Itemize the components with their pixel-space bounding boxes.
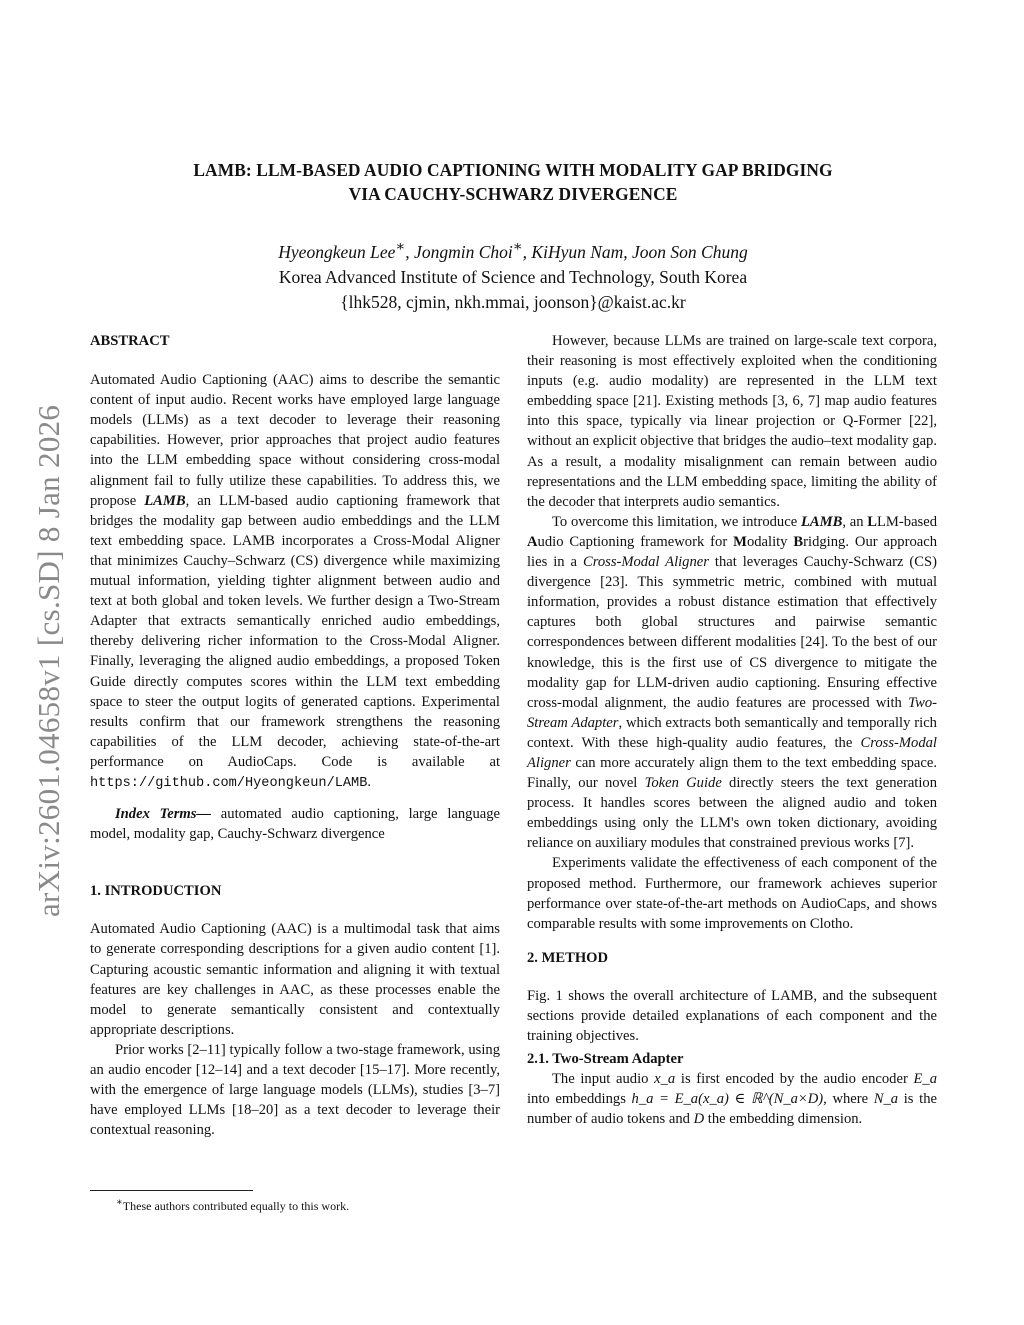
- index-terms-label: Index Terms—: [115, 806, 212, 823]
- term-token-guide: Token Guide: [644, 775, 722, 792]
- left-column: [90, 331, 500, 1140]
- paper-header: [90, 158, 936, 315]
- author-rest: KiHyun Nam, Joon Son Chung: [531, 241, 748, 262]
- math-D: D: [693, 1111, 705, 1128]
- footnote-mark: ∗: [116, 1197, 123, 1208]
- lamb-name: LAMB: [144, 492, 186, 509]
- intro-paragraph-1: Automated Audio Captioning (AAC) is a multimodal task that aims to generate corresponding descriptions for a given audio content [1]. Capturing acoustic semantic information and aligning it with textual features are key challenges in AAC, as these processes enable the model to generate semantically consistent and contextually appropriate descriptions.: [90, 921, 500, 1038]
- footnote-text: These authors contributed equally to this work.: [122, 1199, 350, 1213]
- title-line-2: VIA CAUCHY-SCHWARZ DIVERGENCE: [348, 184, 678, 204]
- author-2: Jongmin Choi: [414, 241, 513, 262]
- math-embedding-equation: h_a = E_a(x_a) ∈ ℝ^(N_a×D): [631, 1091, 824, 1108]
- abstract-text: Automated Audio Captioning (AAC) aims to describe the semantic content of input audio. Recent works have employed large language models (LLMs) as a text decoder to leverage their reasoning capabilities. However, prior approaches that project audio features into the LLM embedding space without considering cross-modal alignment fail to fully utilize these capabilities. To address this, we propose LAMB, an LLM-based audio captioning framework that bridges the modality gap between audio embeddings and the LLM text embedding space. LAMB incorporates a Cross-Modal Aligner that minimizes Cauchy–Schwarz (CS) divergence while maximizing mutual information, yielding tighter alignment between audio and text at both global and token levels. We further design a Two-Stream Adapter that extracts semantically enriched audio embeddings, thereby delivering richer information to the Cross-Modal Aligner. Finally, leveraging the aligned audio embeddings, a proposed Token Guide directly computes scores within the LLM text embedding space to steer the output logits of generated captions. Experimental results confirm that our framework strengthens the reasoning capabilities of the LLM decoder, achieving state-of-the-art performance on AudioCaps. Code is available at https://github.com/Hyeongkeun/LAMB.: [90, 372, 500, 791]
- term-two-stream-adapter: Two-Stream Adapter: [527, 694, 937, 731]
- author-block: [90, 235, 936, 315]
- abstract-heading: ABSTRACT: [90, 333, 170, 349]
- affiliation: Korea Advanced Institute of Science and Technology, South Korea: [278, 266, 748, 287]
- equal-contrib-mark: ∗: [512, 239, 523, 255]
- footnote-divider: [90, 1190, 253, 1191]
- method-heading: 2. METHOD: [527, 949, 609, 966]
- title-line-1: LAMB: LLM-BASED AUDIO CAPTIONING WITH MODALITY GAP BRIDGING: [193, 160, 833, 180]
- intro-paragraph-2: Prior works [2–11] typically follow a two-stage framework, using an audio encoder [12–14] and a text decoder [15–17]. More recently, with the emergence of large language models (LLMs), studies [3–7] have employed LLMs [18–20] as a text decoder to leverage their contextual reasoning.: [90, 1041, 500, 1139]
- subsection-heading-2-1: 2.1. Two-Stream Adapter: [527, 1051, 684, 1068]
- intro-paragraph-3: However, because LLMs are trained on large-scale text corpora, their reasoning is most effectively exploited when the conditioning inputs (e.g. audio modality) are represented in the LLM text embedding space [21]. Existing methods [3, 6, 7] map audio features into this space, typically via linear projection or Q-Former [22], without an explicit objective that bridges the audio–text modality gap. As a result, a modality misalignment can remain between audio representations and the LLM embedding space, limiting the ability of the decoder that interprets audio semantics.: [527, 333, 937, 510]
- equal-contrib-mark: ∗: [395, 239, 406, 255]
- lamb-name: LAMB: [800, 513, 843, 530]
- footnote: [90, 1195, 500, 1214]
- intro-paragraph-4: To overcome this limitation, we introduce LAMB, an LLM-based Audio Captioning framework for Modality Bridging. Our approach lies in a Cross-Modal Aligner that leverages Cauchy-Schwarz (CS) divergence [23]. This symmetric metric, combined with mutual information, provides a robust distance estimation that effectively captures both global structures and pairwise semantic correspondences between different modalities [24]. To the best of our knowledge, this is the first use of CS divergence to mitigate the modality gap for LLM-driven audio captioning. Ensuring effective cross-modal alignment, the audio features are processed with Two-Stream Adapter, which extracts both semantically and temporally rich context. With these high-quality audio features, the Cross-Modal Aligner can more accurately align them to the text embedding space. Finally, our novel Token Guide directly steers the text generation process. It handles scores between the aligned audio and token embeddings using only the LLM's own token dictionary, avoiding reliance on auxiliary modules that constrained previous works [7].: [527, 513, 938, 852]
- paper-title: [90, 158, 936, 206]
- method-paragraph-1: Fig. 1 shows the overall architecture of LAMB, and the subsequent sections provide detailed explanations of each component and the training objectives.: [527, 987, 937, 1045]
- index-terms: Index Terms— automated audio captioning, large language model, modality gap, Cauchy-Schwarz divergence: [90, 806, 500, 843]
- term-cross-modal-aligner: Cross-Modal Aligner: [527, 734, 937, 771]
- author-emails: {lhk528, cjmin, nkh.mmai, joonson}@kaist.ac.kr: [340, 291, 686, 312]
- math-Na: N_a: [873, 1091, 899, 1108]
- code-link[interactable]: https://github.com/Hyeongkeun/LAMB: [90, 775, 368, 791]
- author-1: Hyeongkeun Lee: [278, 241, 396, 262]
- term-cross-modal-aligner: Cross-Modal Aligner: [582, 554, 709, 571]
- arxiv-identifier: arXiv:2601.04658v1 [cs.SD] 8 Jan 2026: [31, 404, 66, 918]
- introduction-heading: 1. INTRODUCTION: [90, 883, 222, 900]
- right-column: [527, 331, 937, 1130]
- math-xa: x_a: [654, 1071, 676, 1088]
- math-Ea: E_a: [913, 1071, 938, 1088]
- author-names: Hyeongkeun Lee∗, Jongmin Choi∗, KiHyun Nam, Joon Son Chung: [278, 239, 748, 262]
- method-paragraph-2: The input audio x_a is first encoded by the audio encoder E_a into embeddings h_a = E_a(x_a) ∈ ℝ^(N_a×D), where N_a is the number of audio tokens and D the embedding dimension.: [527, 1071, 938, 1128]
- intro-paragraph-5: Experiments validate the effectiveness of each component of the proposed method. Furthermore, our framework achieves superior performance over state-of-the-art methods on AudioCaps, and shows comparable results with some improvements on Clotho.: [527, 855, 937, 932]
